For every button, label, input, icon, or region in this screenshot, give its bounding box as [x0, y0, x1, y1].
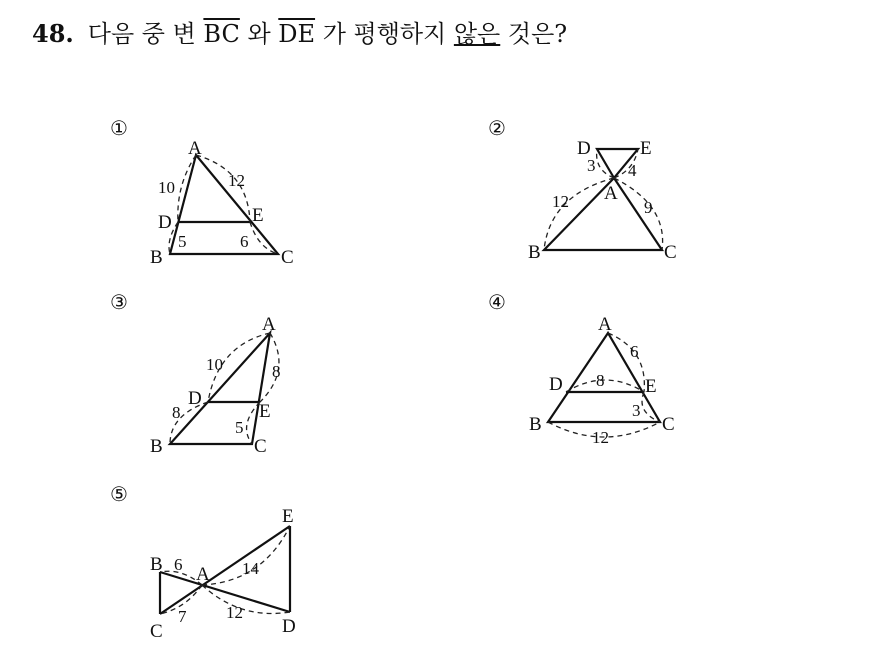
point-e: E [282, 506, 294, 527]
point-a: A [196, 564, 210, 585]
point-b: B [528, 242, 541, 263]
measure-de: 8 [596, 371, 605, 390]
measure-ec: 5 [235, 418, 244, 437]
measure-ad: 10 [158, 178, 175, 197]
measure-bc: 12 [592, 428, 609, 447]
point-d: D [158, 212, 172, 233]
point-a: A [262, 314, 276, 335]
point-d: D [577, 138, 591, 159]
measure-ae: 8 [272, 362, 281, 381]
point-e: E [252, 205, 264, 226]
measure-ab: 12 [552, 192, 569, 211]
measure-ec: 6 [240, 232, 249, 251]
measure-ac: 9 [644, 198, 653, 217]
measure-ad: 10 [206, 355, 223, 374]
measure-ae: 14 [242, 559, 259, 578]
point-d: D [282, 616, 296, 637]
question-text-after: 가 평행하지 [315, 20, 454, 48]
choice-2-label[interactable]: ② [488, 116, 506, 140]
measure-ab: 6 [174, 555, 183, 574]
point-a: A [604, 183, 618, 204]
point-a: A [188, 138, 202, 159]
question-text-end: 것은? [500, 20, 568, 48]
segment-de: $\overline{DE}$ [278, 20, 316, 48]
point-b: B [150, 436, 163, 457]
point-c: C [281, 247, 294, 268]
point-b: B [150, 554, 163, 575]
point-b: B [150, 247, 163, 268]
point-d: D [549, 374, 563, 395]
measure-ec: 3 [632, 401, 641, 420]
choice-1-label[interactable]: ① [110, 116, 128, 140]
point-e: E [259, 401, 271, 422]
point-c: C [664, 242, 677, 263]
point-e: E [645, 376, 657, 397]
question-text-before: 다음 중 변 [87, 20, 204, 48]
measure-db: 5 [178, 232, 187, 251]
point-c: C [150, 621, 163, 642]
measure-ad: 12 [226, 603, 243, 622]
measure-ae: 6 [630, 342, 639, 361]
choice-4-label[interactable]: ④ [488, 290, 506, 314]
point-c: C [254, 436, 267, 457]
question-text-mid: 와 [239, 20, 279, 48]
measure-ae: 12 [228, 171, 245, 190]
point-c: C [662, 414, 675, 435]
point-e: E [640, 138, 652, 159]
choice-3-label[interactable]: ③ [110, 290, 128, 314]
point-b: B [529, 414, 542, 435]
measure-ad: 3 [587, 156, 596, 175]
question-number: 48. [32, 19, 74, 48]
measure-db: 8 [172, 403, 181, 422]
measure-ac: 7 [178, 607, 187, 626]
point-a: A [598, 314, 612, 335]
underlined-word: 않은 [453, 20, 501, 48]
choice-5-label[interactable]: ⑤ [110, 482, 128, 506]
measure-ae: 4 [628, 161, 637, 180]
segment-bc: $\overline{BC}$ [203, 20, 240, 48]
point-d: D [188, 388, 202, 409]
